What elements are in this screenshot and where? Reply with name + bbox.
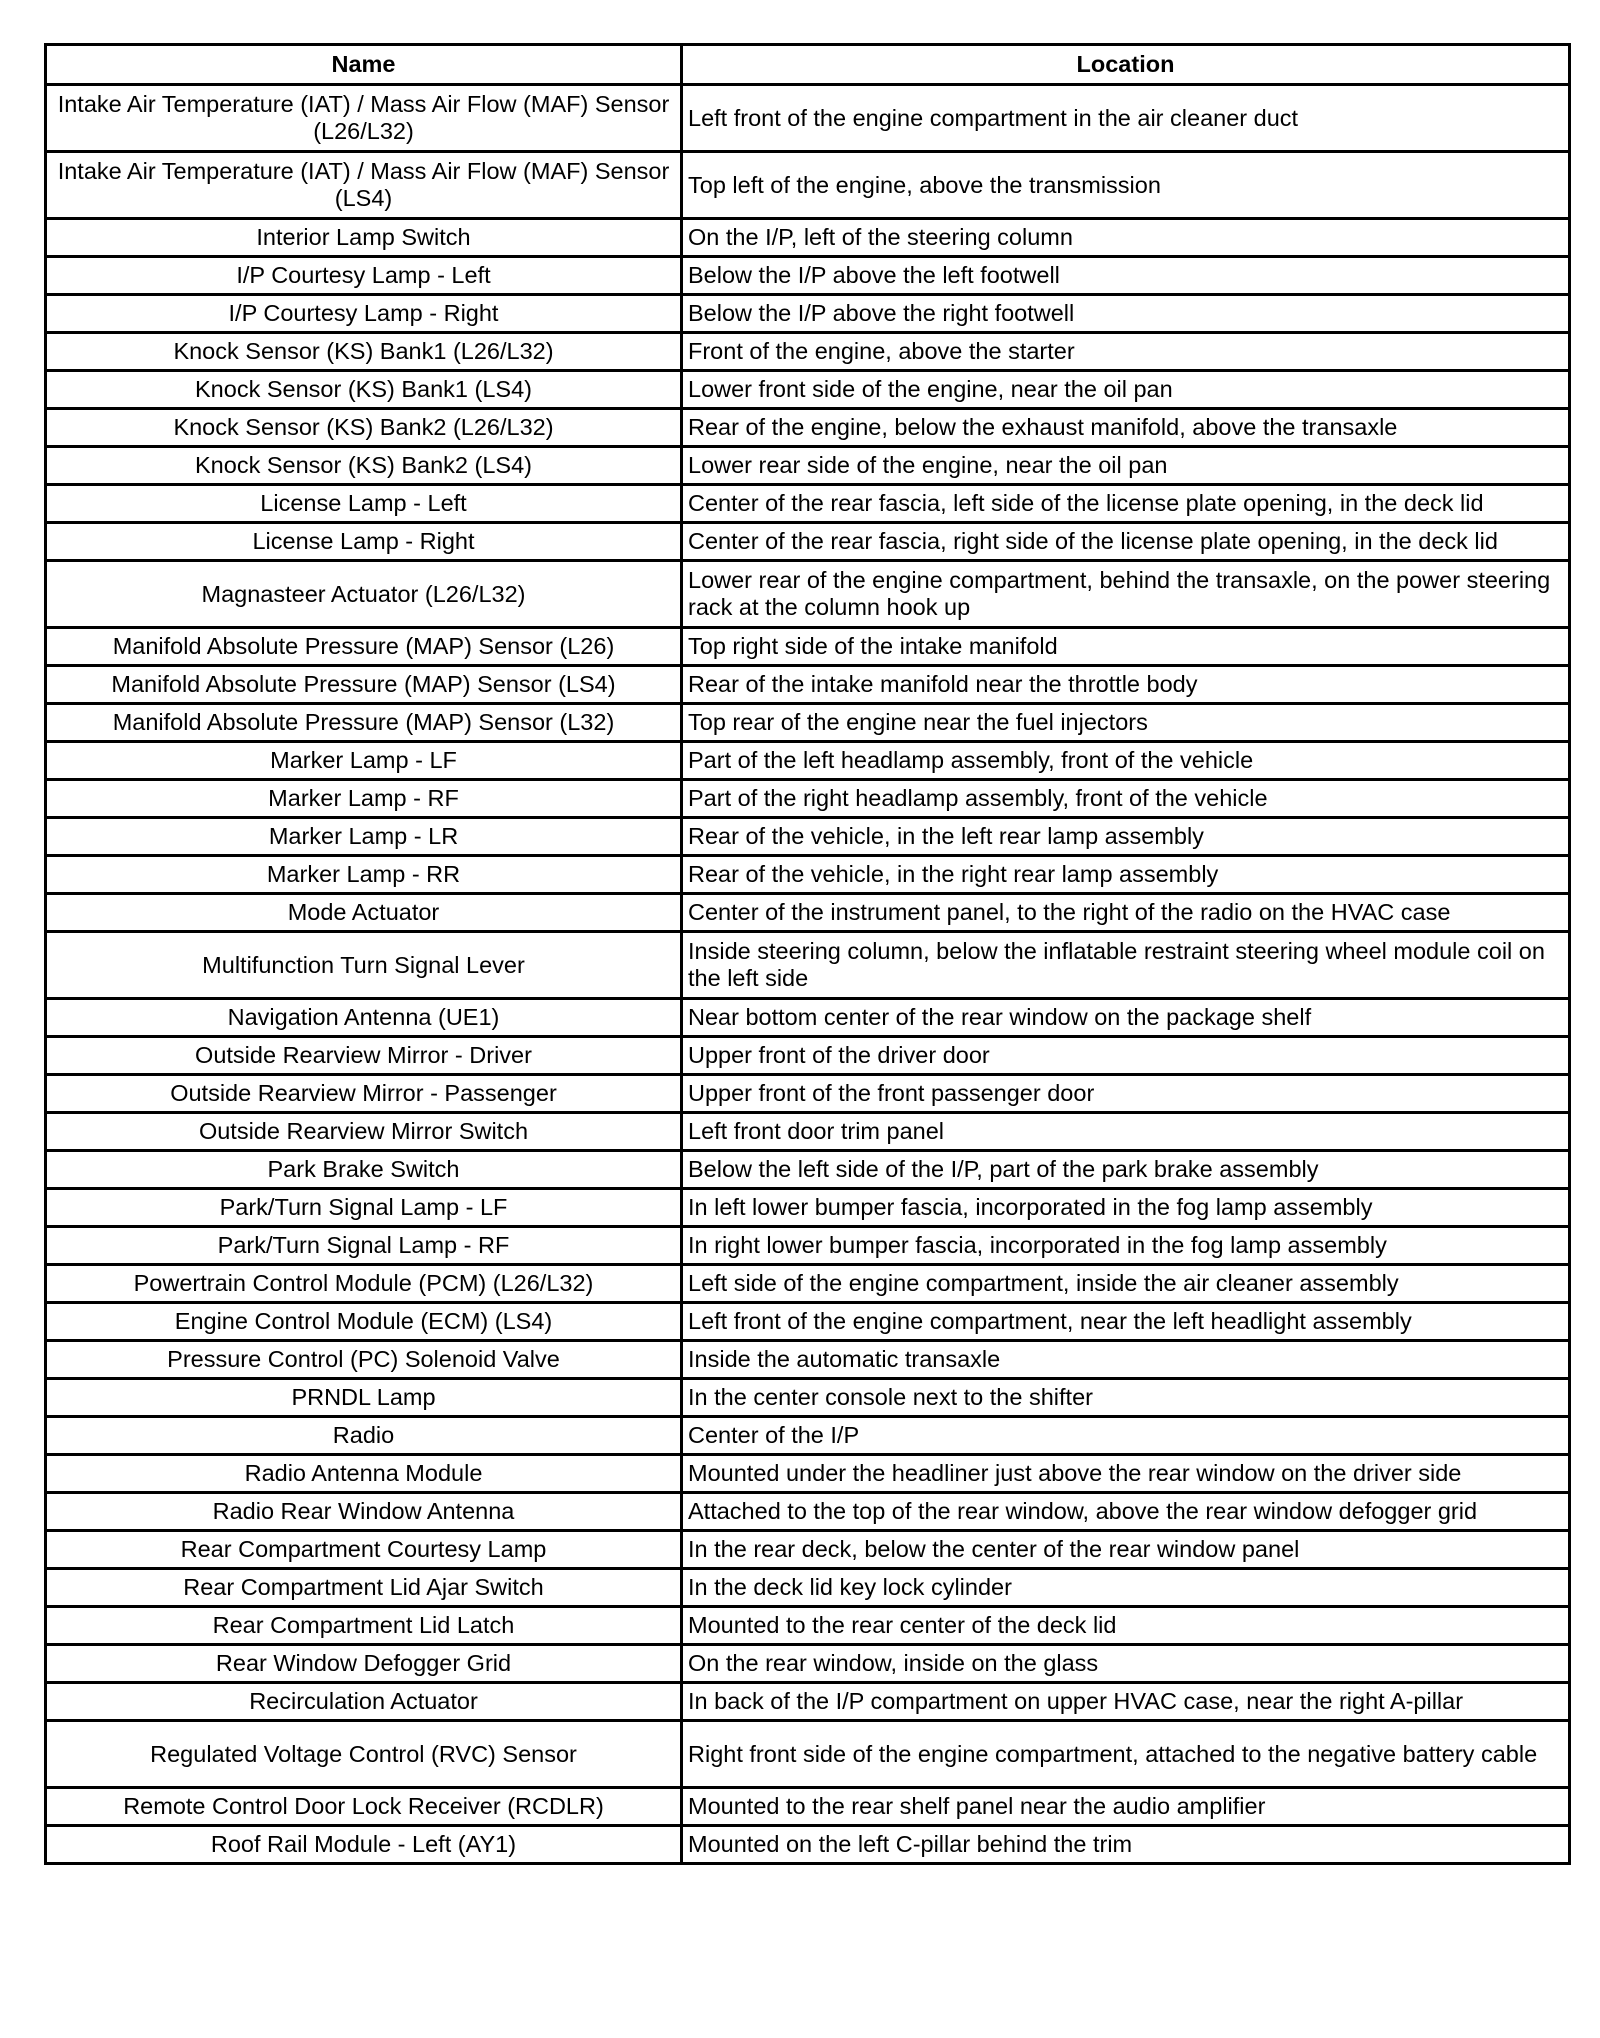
table-row <box>46 1455 1570 1493</box>
table-row <box>46 85 1570 152</box>
table-row <box>46 1227 1570 1265</box>
table-header-row <box>46 45 1570 85</box>
component-location-cell: Center of the instrument panel, to the right of the radio on the HVAC case <box>682 894 1570 932</box>
table-row <box>46 1341 1570 1379</box>
component-locator-page <box>44 43 1568 1865</box>
table-row <box>46 1826 1570 1864</box>
component-name-cell: Pressure Control (PC) Solenoid Valve <box>46 1341 682 1379</box>
component-name-cell: Mode Actuator <box>46 894 682 932</box>
component-name-cell: Interior Lamp Switch <box>46 219 682 257</box>
table-row <box>46 818 1570 856</box>
table-row <box>46 704 1570 742</box>
component-name-cell: Engine Control Module (ECM) (LS4) <box>46 1303 682 1341</box>
component-name-cell: Manifold Absolute Pressure (MAP) Sensor (LS4) <box>46 666 682 704</box>
component-name-cell: Outside Rearview Mirror - Driver <box>46 1037 682 1075</box>
table-row <box>46 152 1570 219</box>
column-header-location: Location <box>682 45 1570 85</box>
table-row <box>46 333 1570 371</box>
component-location-cell: Mounted on the left C-pillar behind the trim <box>682 1826 1570 1864</box>
table-row <box>46 742 1570 780</box>
component-name-cell: Knock Sensor (KS) Bank1 (LS4) <box>46 371 682 409</box>
table-row <box>46 561 1570 628</box>
component-location-cell: In the deck lid key lock cylinder <box>682 1569 1570 1607</box>
component-name-cell: Outside Rearview Mirror - Passenger <box>46 1075 682 1113</box>
table-row <box>46 1113 1570 1151</box>
component-name-cell: Powertrain Control Module (PCM) (L26/L32) <box>46 1265 682 1303</box>
component-location-cell: Left side of the engine compartment, inside the air cleaner assembly <box>682 1265 1570 1303</box>
component-location-cell: Right front side of the engine compartment, attached to the negative battery cable <box>682 1721 1570 1788</box>
component-location-cell: Mounted to the rear shelf panel near the audio amplifier <box>682 1788 1570 1826</box>
component-location-cell: Center of the I/P <box>682 1417 1570 1455</box>
component-location-cell: Part of the right headlamp assembly, front of the vehicle <box>682 780 1570 818</box>
table-row <box>46 1788 1570 1826</box>
table-row <box>46 1607 1570 1645</box>
component-location-cell: Top rear of the engine near the fuel injectors <box>682 704 1570 742</box>
component-name-cell: Marker Lamp - LR <box>46 818 682 856</box>
table-row <box>46 1189 1570 1227</box>
component-name-cell: Marker Lamp - RR <box>46 856 682 894</box>
component-location-cell: Attached to the top of the rear window, above the rear window defogger grid <box>682 1493 1570 1531</box>
column-header-name: Name <box>46 45 682 85</box>
component-location-cell: Left front of the engine compartment in the air cleaner duct <box>682 85 1570 152</box>
table-row <box>46 894 1570 932</box>
table-row <box>46 1645 1570 1683</box>
component-location-cell: Inside the automatic transaxle <box>682 1341 1570 1379</box>
table-row <box>46 485 1570 523</box>
component-location-cell: Lower front side of the engine, near the oil pan <box>682 371 1570 409</box>
component-name-cell: PRNDL Lamp <box>46 1379 682 1417</box>
component-location-cell: Lower rear of the engine compartment, behind the transaxle, on the power steering rack at the column hook up <box>682 561 1570 628</box>
component-location-cell: Top right side of the intake manifold <box>682 628 1570 666</box>
table-row <box>46 666 1570 704</box>
component-name-cell: Magnasteer Actuator (L26/L32) <box>46 561 682 628</box>
component-name-cell: Knock Sensor (KS) Bank1 (L26/L32) <box>46 333 682 371</box>
component-location-cell: Center of the rear fascia, right side of the license plate opening, in the deck lid <box>682 523 1570 561</box>
table-row <box>46 780 1570 818</box>
component-location-cell: Part of the left headlamp assembly, front of the vehicle <box>682 742 1570 780</box>
table-row <box>46 371 1570 409</box>
table-row <box>46 409 1570 447</box>
table-row <box>46 1037 1570 1075</box>
component-location-cell: Left front of the engine compartment, near the left headlight assembly <box>682 1303 1570 1341</box>
table-row <box>46 1569 1570 1607</box>
component-name-cell: Knock Sensor (KS) Bank2 (L26/L32) <box>46 409 682 447</box>
component-location-cell: Mounted to the rear center of the deck lid <box>682 1607 1570 1645</box>
component-name-cell: Remote Control Door Lock Receiver (RCDLR) <box>46 1788 682 1826</box>
component-name-cell: Radio <box>46 1417 682 1455</box>
component-location-cell: Below the left side of the I/P, part of the park brake assembly <box>682 1151 1570 1189</box>
component-name-cell: Roof Rail Module - Left (AY1) <box>46 1826 682 1864</box>
component-name-cell: License Lamp - Right <box>46 523 682 561</box>
component-location-table <box>44 43 1571 1865</box>
table-row <box>46 295 1570 333</box>
component-name-cell: Rear Compartment Courtesy Lamp <box>46 1531 682 1569</box>
component-location-cell: Center of the rear fascia, left side of the license plate opening, in the deck lid <box>682 485 1570 523</box>
component-location-cell: In the rear deck, below the center of the rear window panel <box>682 1531 1570 1569</box>
table-row <box>46 1379 1570 1417</box>
component-name-cell: Park/Turn Signal Lamp - RF <box>46 1227 682 1265</box>
component-location-cell: In right lower bumper fascia, incorporated in the fog lamp assembly <box>682 1227 1570 1265</box>
component-location-cell: Left front door trim panel <box>682 1113 1570 1151</box>
table-body <box>46 85 1570 1864</box>
component-name-cell: I/P Courtesy Lamp - Left <box>46 257 682 295</box>
table-row <box>46 999 1570 1037</box>
component-name-cell: Rear Window Defogger Grid <box>46 1645 682 1683</box>
table-row <box>46 932 1570 999</box>
component-location-cell: In left lower bumper fascia, incorporated in the fog lamp assembly <box>682 1189 1570 1227</box>
component-name-cell: Intake Air Temperature (IAT) / Mass Air Flow (MAF) Sensor (L26/L32) <box>46 85 682 152</box>
component-location-cell: In back of the I/P compartment on upper HVAC case, near the right A-pillar <box>682 1683 1570 1721</box>
component-name-cell: Regulated Voltage Control (RVC) Sensor <box>46 1721 682 1788</box>
table-row <box>46 1721 1570 1788</box>
component-name-cell: Rear Compartment Lid Latch <box>46 1607 682 1645</box>
component-location-cell: Rear of the intake manifold near the throttle body <box>682 666 1570 704</box>
component-location-cell: Rear of the vehicle, in the right rear lamp assembly <box>682 856 1570 894</box>
table-row <box>46 1303 1570 1341</box>
table-row <box>46 1493 1570 1531</box>
component-location-cell: On the rear window, inside on the glass <box>682 1645 1570 1683</box>
table-row <box>46 447 1570 485</box>
table-row <box>46 257 1570 295</box>
component-location-cell: Top left of the engine, above the transmission <box>682 152 1570 219</box>
component-name-cell: Intake Air Temperature (IAT) / Mass Air Flow (MAF) Sensor (LS4) <box>46 152 682 219</box>
component-name-cell: Outside Rearview Mirror Switch <box>46 1113 682 1151</box>
table-row <box>46 219 1570 257</box>
component-location-cell: Lower rear side of the engine, near the oil pan <box>682 447 1570 485</box>
component-location-cell: Inside steering column, below the inflatable restraint steering wheel module coil on the left side <box>682 932 1570 999</box>
table-row <box>46 628 1570 666</box>
component-location-cell: Near bottom center of the rear window on the package shelf <box>682 999 1570 1037</box>
component-name-cell: Park/Turn Signal Lamp - LF <box>46 1189 682 1227</box>
component-location-cell: Below the I/P above the left footwell <box>682 257 1570 295</box>
component-name-cell: Radio Rear Window Antenna <box>46 1493 682 1531</box>
component-location-cell: Rear of the vehicle, in the left rear lamp assembly <box>682 818 1570 856</box>
component-location-cell: Upper front of the front passenger door <box>682 1075 1570 1113</box>
table-row <box>46 1683 1570 1721</box>
table-row <box>46 1265 1570 1303</box>
table-row <box>46 1151 1570 1189</box>
component-name-cell: Recirculation Actuator <box>46 1683 682 1721</box>
component-name-cell: Park Brake Switch <box>46 1151 682 1189</box>
table-row <box>46 856 1570 894</box>
component-name-cell: Multifunction Turn Signal Lever <box>46 932 682 999</box>
component-name-cell: Marker Lamp - RF <box>46 780 682 818</box>
table-row <box>46 1075 1570 1113</box>
component-location-cell: Upper front of the driver door <box>682 1037 1570 1075</box>
table-row <box>46 1417 1570 1455</box>
component-name-cell: License Lamp - Left <box>46 485 682 523</box>
component-name-cell: Rear Compartment Lid Ajar Switch <box>46 1569 682 1607</box>
component-name-cell: Manifold Absolute Pressure (MAP) Sensor (L32) <box>46 704 682 742</box>
component-location-cell: Below the I/P above the right footwell <box>682 295 1570 333</box>
component-name-cell: I/P Courtesy Lamp - Right <box>46 295 682 333</box>
table-row <box>46 523 1570 561</box>
component-location-cell: Mounted under the headliner just above the rear window on the driver side <box>682 1455 1570 1493</box>
component-name-cell: Navigation Antenna (UE1) <box>46 999 682 1037</box>
component-name-cell: Knock Sensor (KS) Bank2 (LS4) <box>46 447 682 485</box>
component-name-cell: Manifold Absolute Pressure (MAP) Sensor (L26) <box>46 628 682 666</box>
component-name-cell: Radio Antenna Module <box>46 1455 682 1493</box>
table-row <box>46 1531 1570 1569</box>
component-location-cell: Rear of the engine, below the exhaust manifold, above the transaxle <box>682 409 1570 447</box>
component-location-cell: In the center console next to the shifter <box>682 1379 1570 1417</box>
component-location-cell: Front of the engine, above the starter <box>682 333 1570 371</box>
component-location-cell: On the I/P, left of the steering column <box>682 219 1570 257</box>
component-name-cell: Marker Lamp - LF <box>46 742 682 780</box>
